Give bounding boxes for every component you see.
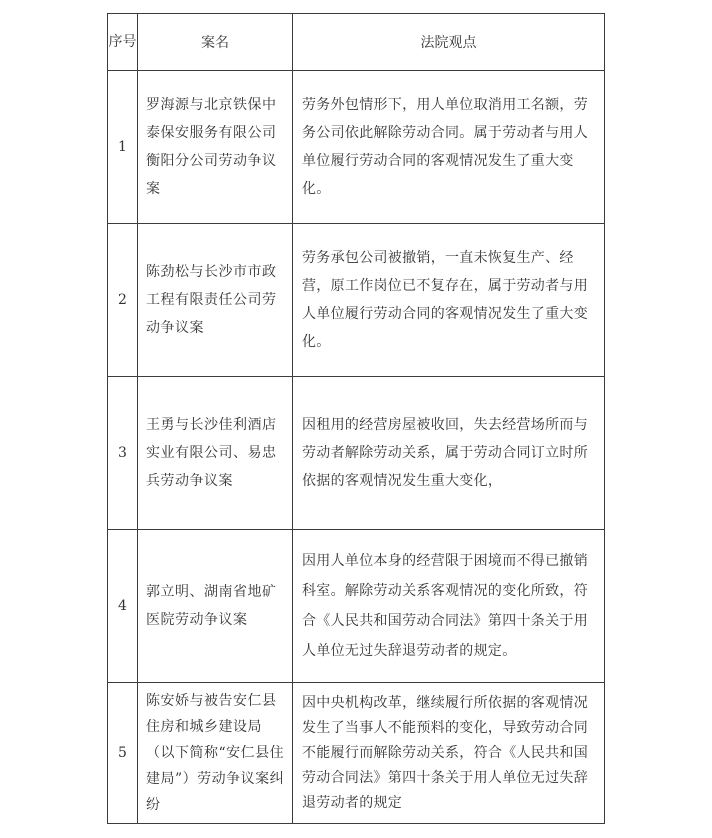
table-row [108, 683, 605, 824]
court-view: 劳务承包公司被撤销，一直未恢复生产、经营，原工作岗位已不复存在，属于劳动者与用人单位履行劳动合同的客观情况发生了重大变化。 [293, 224, 605, 377]
court-view: 因中央机构改革，继续履行所依据的客观情况发生了当事人不能预料的变化，导致劳动合同不能履行而解除劳动关系，符合《人民共和国劳动合同法》第四十条关于用人单位无过失辞退劳动者的规定 [293, 683, 605, 824]
table-row [108, 377, 605, 530]
header-view: 法院观点 [293, 14, 605, 71]
case-name: 陈劲松与长沙市市政工程有限责任公司劳动争议案 [138, 224, 293, 377]
case-name: 郭立明、湖南省地矿医院劳动争议案 [138, 530, 293, 683]
header-name: 案名 [138, 14, 293, 71]
table-row [108, 71, 605, 224]
row-number: 2 [108, 224, 138, 377]
header-no: 序号 [108, 14, 138, 71]
court-view: 因租用的经营房屋被收回，失去经营场所而与劳动者解除劳动关系，属于劳动合同订立时所依据的客观情况发生重大变化， [293, 377, 605, 530]
court-view: 劳务外包情形下，用人单位取消用工名额，劳务公司依此解除劳动合同。属于劳动者与用人单位履行劳动合同的客观情况发生了重大变化。 [293, 71, 605, 224]
court-view: 因用人单位本身的经营限于困境而不得已撤销科室。解除劳动关系客观情况的变化所致，符合《人民共和国劳动合同法》第四十条关于用人单位无过失辞退劳动者的规定。 [293, 530, 605, 683]
case-name: 陈安娇与被告安仁县住房和城乡建设局（以下简称“安仁县住建局”）劳动争议案纠纷 [138, 683, 293, 824]
row-number: 3 [108, 377, 138, 530]
row-number: 5 [108, 683, 138, 824]
case-table [107, 13, 605, 824]
table-row [108, 224, 605, 377]
table-header-row [108, 14, 605, 71]
table-row [108, 530, 605, 683]
row-number: 1 [108, 71, 138, 224]
case-name: 王勇与长沙佳利酒店实业有限公司、易忠兵劳动争议案 [138, 377, 293, 530]
case-name: 罗海源与北京铁保中泰保安服务有限公司衡阳分公司劳动争议案 [138, 71, 293, 224]
row-number: 4 [108, 530, 138, 683]
